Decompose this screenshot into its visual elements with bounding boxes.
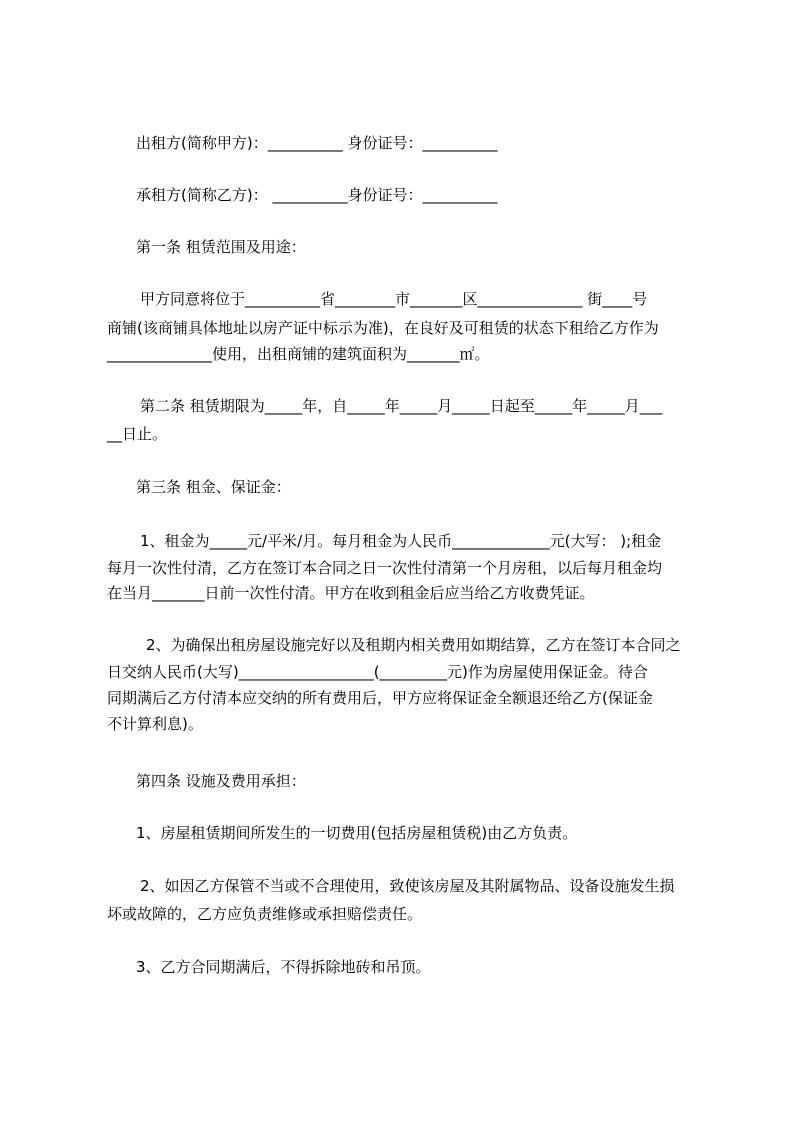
- article4-clause2-line: 2、如因乙方保管不当或不合理使用，致使该房屋及其附属物品、设备设施发生损: [140, 877, 675, 895]
- article1-line: ______________使用，出租商铺的建筑面积为_______㎡。: [107, 345, 490, 363]
- article4-heading: 第四条 设施及费用承担：: [136, 772, 306, 790]
- article4-clause1: 1、房屋租赁期间所发生的一切费用(包括房屋租赁税)由乙方负责。: [136, 824, 578, 842]
- article3-clause1-line: 每月一次性付清，乙方在签订本合同之日一次性付清第一个月房租，以后每月租金均: [107, 559, 663, 577]
- lessee-line: 承租方(简称乙方)： __________身份证号：__________: [136, 186, 498, 204]
- article1-heading: 第一条 租赁范围及用途：: [136, 238, 306, 256]
- article3-clause2-line: 2、为确保出租房屋设施完好以及租期内相关费用如期结算，乙方在签订本合同之: [146, 636, 681, 654]
- article1-line: 商铺(该商铺具体地址以房产证中标示为准)，在良好及可租赁的状态下租给乙方作为: [107, 319, 659, 337]
- lessor-line: 出租方(简称甲方)：__________ 身份证号：__________: [136, 134, 498, 152]
- article2-line: __日止。: [107, 425, 168, 443]
- article4-clause3: 3、乙方合同期满后，不得拆除地砖和吊顶。: [136, 958, 431, 976]
- article3-clause1-line: 1、租金为_____元/平米/月。每月租金为人民币_____________元(大写： );租金: [140, 532, 662, 550]
- article1-line: 甲方同意将位于__________省________市_______区______________ 街____号: [140, 290, 648, 308]
- article3-heading: 第三条 租金、保证金：: [136, 478, 291, 496]
- article3-clause2-line: 同期满后乙方付清本应交纳的所有费用后，甲方应将保证金全额退还给乙方(保证金: [107, 689, 653, 707]
- article2-line: 第二条 租赁期限为_____年，自_____年_____月_____日起至_____年_____月___: [140, 397, 663, 415]
- article4-clause2-line: 坏或故障的，乙方应负责维修或承担赔偿责任。: [107, 905, 423, 923]
- article3-clause1-line: 在当月_______日前一次性付清。甲方在收到租金后应当给乙方收费凭证。: [107, 584, 595, 602]
- article3-clause2-line: 日交纳人民币(大写)__________________(_________元)作为房屋使用保证金。待合: [107, 663, 648, 681]
- article3-clause2-line: 不计算利息)。: [107, 715, 203, 733]
